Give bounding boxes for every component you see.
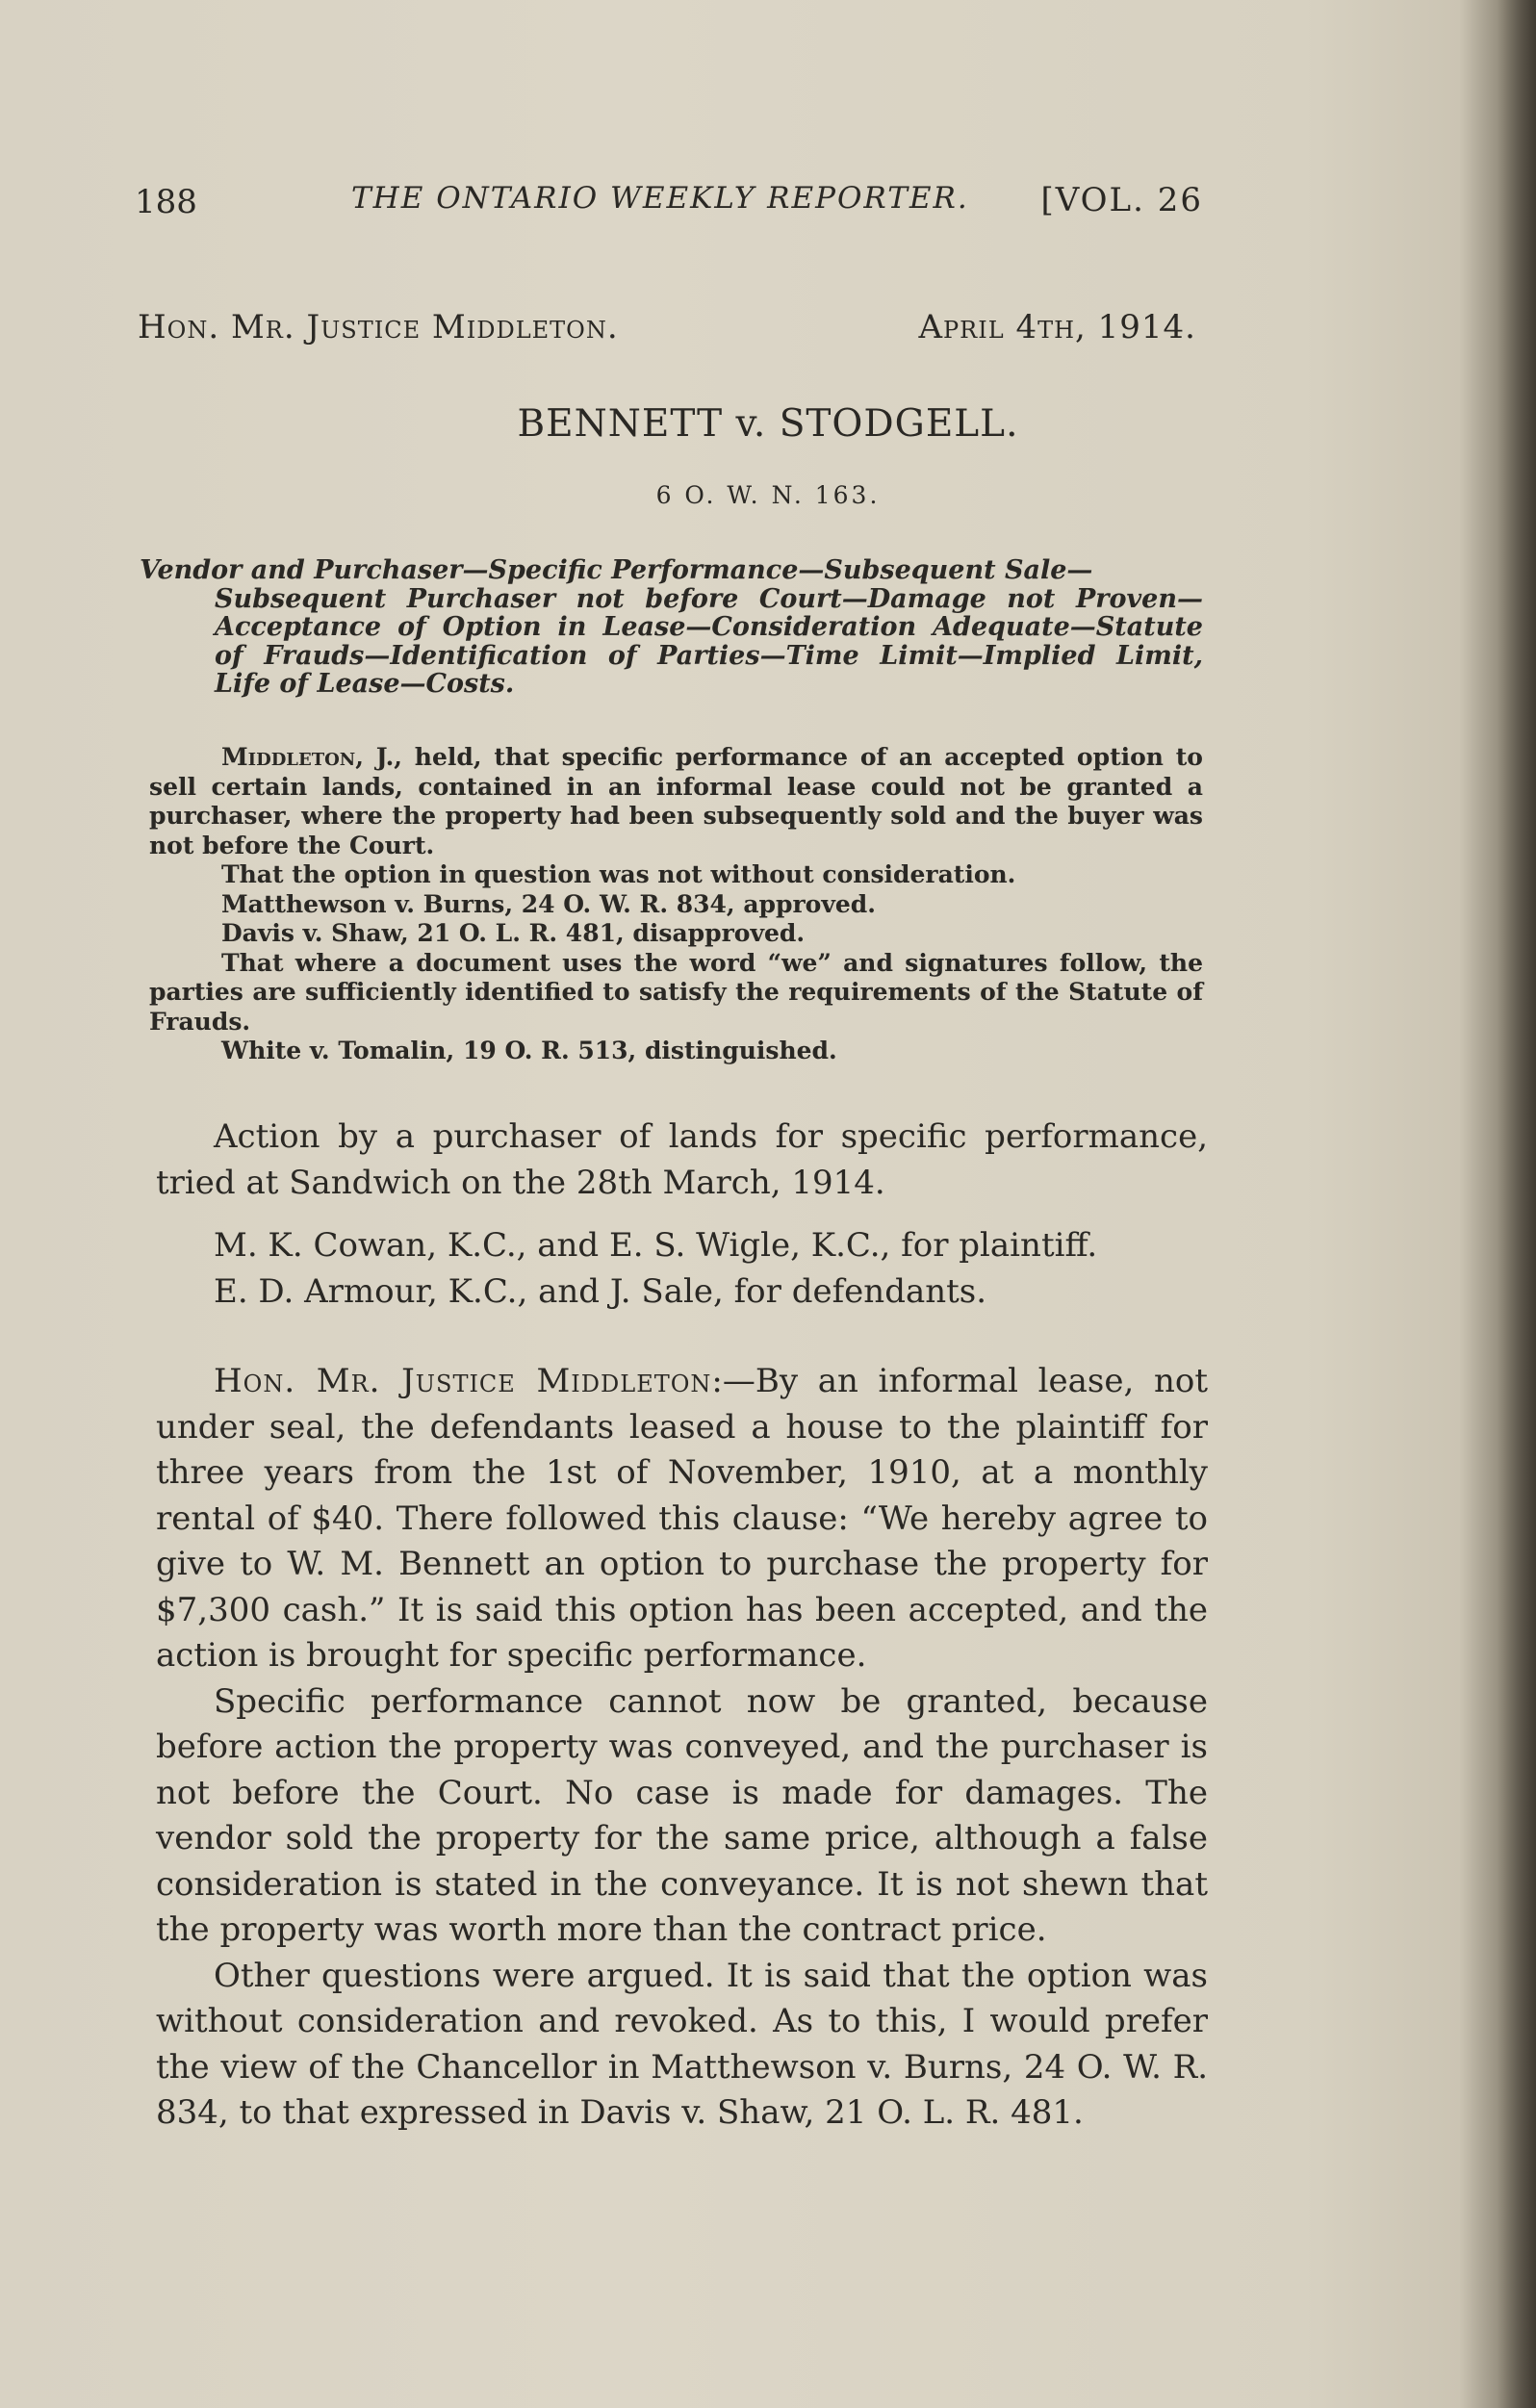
page-edge-shadow <box>1498 0 1536 2408</box>
judgment-body <box>156 1114 1208 2137</box>
summary-holding-text: , J., held, that specific performance of an accepted option to sell certain lands, contained in an informal lease could not be granted a purchaser, where the property had been subsequently sold and the buyer was not before the Court. <box>149 743 1203 859</box>
judge-name: Hon. Mr. Justice Middleton. <box>138 308 619 346</box>
summary-consideration: That the option in question was not without consideration. <box>221 860 1016 888</box>
running-head <box>135 181 1203 229</box>
counsel-plaintiff: M. K. Cowan, K.C., and E. S. Wigle, K.C., for plaintiff. <box>214 1226 1098 1265</box>
summary-distinguished: White v. Tomalin, 19 O. R. 513, distinguished. <box>221 1037 837 1064</box>
summary-approved: Matthewson v. Burns, 24 O. W. R. 834, approved. <box>221 889 876 918</box>
summary-statute: That where a document uses the word “we” and signatures follow, the parties are sufficiently identified to satisfy the requirements of the Statute of Frauds. <box>149 948 1203 1036</box>
page-number: 188 <box>135 183 197 221</box>
journal-title: THE ONTARIO WEEKLY REPORTER. <box>351 181 969 216</box>
decision-date: April 4th, 1914. <box>918 308 1196 346</box>
headnote <box>140 556 1203 699</box>
summary-disapproved: Davis v. Shaw, 21 O. L. R. 481, disapproved. <box>221 919 806 947</box>
judgment-paragraph-2: Specific performance cannot now be granted, because before action the property was conveyed, and the purchaser is not before the Court. No case is made for damages. The vendor sold the property for the same price, although a false consideration is stated in the conveyance. It is not shewn that the property was worth more than the contract price. <box>156 1681 1208 1949</box>
case-summary <box>149 743 1203 1066</box>
judgment-paragraph-1-text: :—By an informal lease, not under seal, the defendants leased a house to the plaintiff for three years from the 1st of November, 1910, at a monthly rental of $40. There followed this clause: “We hereby agree to give to W. M. Bennett an option to purchase the property for $7,300 cash.” It is said this option has been accepted, and the action is brought for specific performance. <box>156 1362 1208 1675</box>
action-paragraph: Action by a purchaser of lands for specific performance, tried at Sandwich on the 28th March, 1914. <box>156 1117 1208 1202</box>
judgment-paragraph-3: Other questions were argued. It is said that the option was without consideration and revoked. As to this, I would prefer the view of the Chancellor in Matthewson v. Burns, 24 O. W. R. 834, to that expressed in Davis v. Shaw, 21 O. L. R. 481. <box>156 1956 1208 2132</box>
summary-holding <box>149 743 1203 860</box>
headnote-first-line: Vendor and Purchaser—Specific Performance—Subsequent Sale— <box>140 555 1093 585</box>
headnote-continuation: Subsequent Purchaser not before Court—Damage not Proven—Acceptance of Option in Lease—Consideration Adequate—Statute of Frauds—Identification of Parties—Time Limit—Implied Limit, Life of Lease—Costs. <box>215 583 1203 699</box>
judgment-judge: Hon. Mr. Justice Middleton <box>214 1362 712 1400</box>
judgment-paragraph-1 <box>156 1359 1208 1679</box>
volume-label: [VOL. 26 <box>1040 181 1203 219</box>
summary-judge: Middleton <box>221 743 356 771</box>
case-title: BENNETT v. STODGELL. <box>517 402 1019 446</box>
case-citation: 6 O. W. N. 163. <box>655 481 881 509</box>
counsel-defendants: E. D. Armour, K.C., and J. Sale, for defendants. <box>214 1271 987 1311</box>
